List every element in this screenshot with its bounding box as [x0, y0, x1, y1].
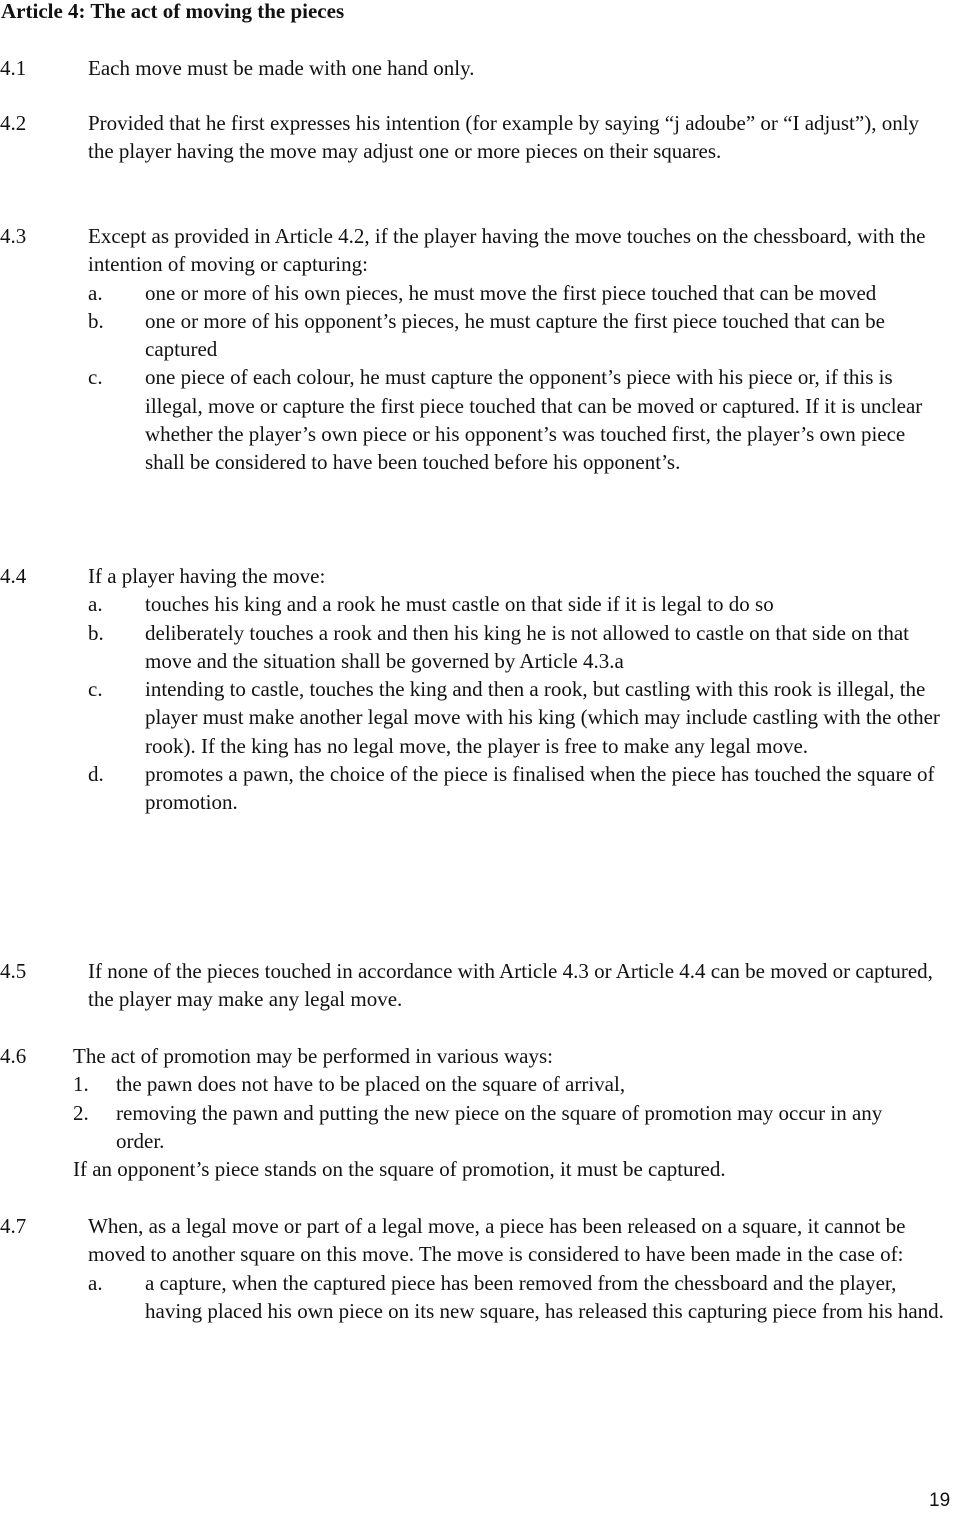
- list-item-text: one or more of his opponent’s pieces, he must capture the first piece touched that can be captured: [145, 308, 886, 362]
- section-4-5: [0, 957, 958, 1014]
- list-item-text: promotes a pawn, the choice of the piece is finalised when the piece has touched the square of promotion.: [145, 762, 935, 815]
- article-title: Article 4: The act of moving the pieces: [1, 0, 345, 23]
- section-intro: Except as provided in Article 4.2, if the player having the move touches on the chessboard, with the intention of moving or capturing:: [88, 224, 926, 277]
- list-marker: c.: [88, 677, 103, 702]
- section-number: 4.1: [0, 56, 27, 80]
- section-number: 4.6: [0, 1044, 27, 1068]
- list-item-text: the pawn does not have to be placed on the square of arrival,: [116, 1072, 626, 1097]
- section-intro: If a player having the move:: [88, 564, 326, 588]
- section-outro: If an opponent’s piece stands on the square of promotion, it must be captured.: [73, 1157, 726, 1182]
- list-item-text: one piece of each colour, he must capture the opponent’s piece with his piece or, if this is illegal, move or capture the first piece touched that can be moved or captured. If it is unclear whether the player’s own piece or his opponent’s was touched first, the player’s own piece shall be considered to have been touched before his opponent’s.: [145, 365, 923, 475]
- list-item: [88, 760, 948, 817]
- section-4-1: [0, 54, 958, 82]
- section-4-4: [0, 562, 958, 817]
- list-item: [88, 363, 948, 476]
- section-text: If none of the pieces touched in accordance with Article 4.3 or Article 4.4 can be moved or captured, the player may make any legal move.: [88, 959, 933, 1012]
- page-number: 19: [929, 1490, 951, 1511]
- list-item-text: removing the pawn and putting the new piece on the square of promotion may occur in any order.: [116, 1100, 883, 1153]
- section-4-6: [0, 1042, 958, 1183]
- list-item-text: one or more of his own pieces, he must move the first piece touched that can be moved: [145, 280, 877, 305]
- list-item: [88, 619, 948, 676]
- section-4-3: [0, 222, 958, 477]
- section-text: Each move must be made with one hand only.: [88, 56, 475, 80]
- list-item: [88, 675, 948, 760]
- list-marker: 1.: [73, 1072, 89, 1097]
- list-marker: c.: [88, 365, 103, 390]
- section-intro: When, as a legal move or part of a legal move, a piece has been released on a square, it cannot be moved to another square on this move. The move is considered to have been made in the case of:: [88, 1214, 906, 1267]
- list-marker: b.: [88, 620, 104, 645]
- section-number: 4.7: [0, 1214, 27, 1238]
- list-item: [73, 1099, 896, 1156]
- section-4-7: [0, 1212, 958, 1325]
- section-number: 4.4: [0, 564, 27, 588]
- list-marker: a.: [88, 1270, 103, 1295]
- section-4-2: [0, 109, 958, 166]
- list-marker: 2.: [73, 1100, 89, 1125]
- list-marker: d.: [88, 762, 104, 787]
- list-marker: a.: [88, 592, 103, 617]
- list-item-text: intending to castle, touches the king and then a rook, but castling with this rook is illegal, the player must make another legal move with his king (which may include castling with the other rook). If the king has no legal move, the player is free to make any legal move.: [145, 677, 940, 758]
- list-item: [73, 1070, 933, 1098]
- list-item: [88, 590, 948, 618]
- section-intro: The act of promotion may be performed in various ways:: [73, 1044, 553, 1068]
- list-marker: b.: [88, 308, 104, 333]
- list-item: [88, 279, 948, 307]
- section-text: Provided that he first expresses his intention (for example by saying “j adoube” or “I adjust”), only the player having the move may adjust one or more pieces on their squares.: [88, 111, 920, 164]
- section-number: 4.2: [0, 111, 27, 135]
- list-marker: a.: [88, 280, 103, 305]
- list-item-text: touches his king and a rook he must castle on that side if it is legal to do so: [145, 592, 774, 617]
- list-item-text: a capture, when the captured piece has been removed from the chessboard and the player, having placed his own piece on its new square, has released this capturing piece from his hand.: [145, 1270, 944, 1323]
- list-item: [88, 307, 948, 364]
- list-item-text: deliberately touches a rook and then his king he is not allowed to castle on that side on that move and the situation shall be governed by Article 4.3.a: [145, 620, 909, 673]
- list-item: [88, 1269, 948, 1326]
- section-number: 4.5: [0, 959, 27, 983]
- section-number: 4.3: [0, 224, 27, 248]
